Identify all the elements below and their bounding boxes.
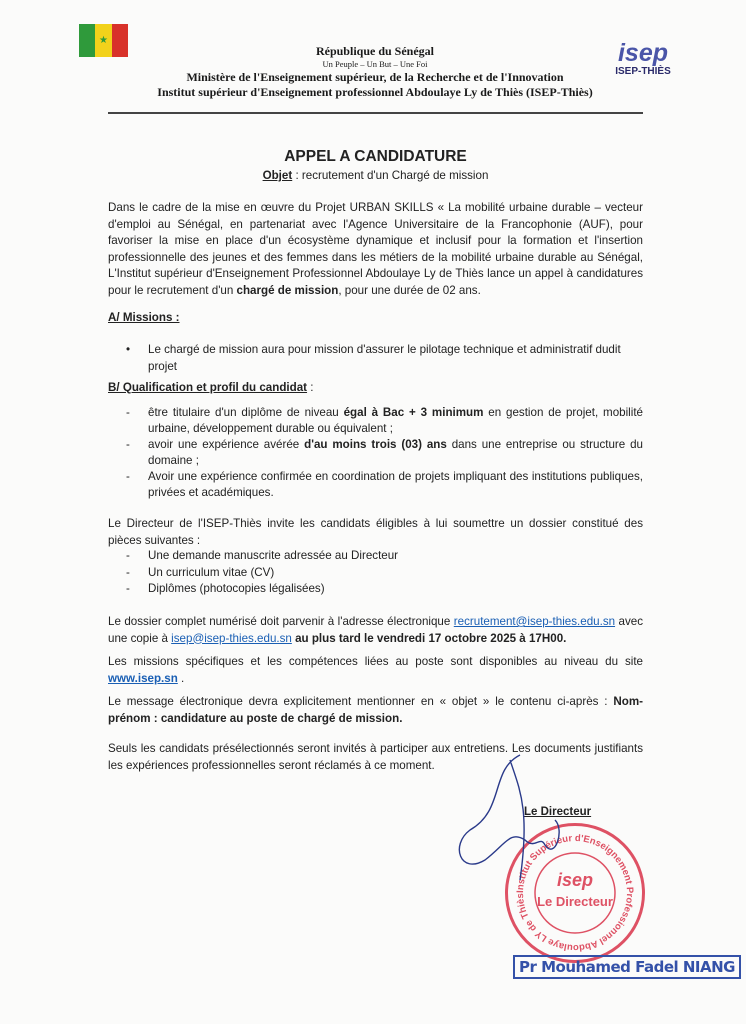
message-paragraph (108, 694, 643, 727)
dossier-list (108, 548, 643, 598)
handwritten-signature (450, 750, 590, 890)
qualification-heading-text: B/ Qualification et profil du candidat (108, 381, 308, 394)
bold-text: d'au moins trois (03) ans (304, 438, 447, 451)
intro-paragraph (108, 200, 643, 299)
header-country: République du Sénégal (315, 44, 435, 58)
logo-caption: ISEP-THIÈS (615, 66, 671, 77)
text: être titulaire d'un diplôme de niveau (148, 406, 344, 419)
isep-email-link[interactable]: isep@isep-thies.edu.sn (171, 631, 292, 645)
closing-paragraph: Seuls les candidats présélectionnés seront invités à participer aux entretiens. Les documents justifiants les expériences professionnelles seront réclamés à ce moment. (108, 742, 643, 772)
qualification-heading (108, 380, 643, 397)
stamp-ring-text: Institut Supérieur d'Enseignement Professionnel Abdoulaye LY de Thiès (514, 832, 636, 954)
signature-title: Le Directeur (524, 806, 592, 818)
text: dans une entreprise ou structure du domaine ; (148, 438, 643, 467)
text: Le message électronique devra explicitement mentionner en « objet » le contenu ci-après : (108, 695, 614, 708)
recruitment-email-link[interactable]: recrutement@isep-thies.edu.sn (453, 615, 616, 628)
list-item: • Le chargé de mission aura pour mission d'assurer le pilotage technique et administratif dudit projet (108, 342, 643, 375)
dossier-intro: Le Directeur de l'ISEP-Thiès invite les candidats éligibles à lui soumettre un dossier constitué des pièces suivantes : (108, 517, 643, 547)
logo-text: isep (617, 39, 669, 67)
star-icon: ★ (95, 24, 111, 57)
intro-bold: chargé de mission (236, 283, 339, 297)
subject-format: Nom-prénom : candidature au poste de chargé de mission. (108, 695, 643, 725)
name-stamp: Pr Mouhamed Fadel NIANG (513, 955, 741, 979)
qualification-list (108, 405, 643, 501)
senegal-flag (79, 24, 128, 57)
header-ministry: Ministère de l'Enseignement supérieur, de la Recherche et de l'Innovation (186, 70, 564, 84)
deadline: au plus tard le vendredi 17 octobre 2025 à 17H00. (291, 631, 567, 645)
list-item: - Une demande manuscrite adressée au Directeur (108, 548, 643, 565)
text: Le dossier complet numérisé doit parvenir à l'adresse électronique (108, 615, 454, 628)
header-institute: Institut supérieur d'Enseignement professionnel Abdoulaye Ly de Thiès (ISEP-Thiès) (157, 85, 593, 99)
text: avec une copie à (108, 615, 643, 645)
isep-logo (608, 40, 678, 77)
page-title: APPEL A CANDIDATURE (284, 148, 467, 165)
text: . (177, 671, 185, 685)
intro-text: Dans le cadre de la mise en œuvre du Projet URBAN SKILLS « La mobilité urbaine durable – vecteur d'emploi au Sénégal, en partenariat avec l'Agence Universitaire de la Francophonie (AUF), pour favoriser la mise en place d'un écosystème dynamique et inclusif pour la formation et l'insertion professionnelle des jeunes et des femmes dans les métiers de la mobilité urbaine durable au Sénégal, L'Institut supérieur d'Enseignement Professionnel Abdoulaye Ly de Thiès lance un appel à candidatures pour le recrutement d'un (108, 201, 643, 297)
missions-heading: A/ Missions : (108, 311, 180, 324)
list-item: - Un curriculum vitae (CV) (108, 565, 643, 582)
subject-line (108, 169, 643, 182)
header-motto: Un Peuple – Un But – Une Foi (322, 59, 428, 69)
intro-end: , pour une durée de 02 ans. (338, 283, 481, 297)
text: avoir une expérience avérée (148, 438, 305, 451)
list-item (108, 405, 643, 437)
missions-list (108, 342, 643, 375)
text: Avoir une expérience confirmée en coordination de projets impliquant des institutions publiques, privées et académiques. (148, 470, 643, 499)
list-item (108, 469, 643, 501)
header-divider (108, 112, 643, 114)
bold-text: égal à Bac + 3 minimum (343, 406, 484, 419)
list-item (108, 437, 643, 469)
list-item: - Diplômes (photocopies légalisées) (108, 581, 643, 598)
submission-paragraph (108, 614, 643, 647)
website-paragraph (108, 654, 643, 687)
website-link[interactable]: www.isep.sn (108, 671, 178, 685)
subject-label: Objet (262, 169, 293, 182)
text: en gestion de projet, mobilité urbaine, développement durable ou équivalent ; (148, 406, 643, 435)
stamp-center: Le Directeur (537, 894, 613, 909)
subject-text: : recrutement d'un Chargé de mission (292, 169, 489, 182)
colon: : (307, 381, 314, 394)
stamp-logo: isep (556, 870, 594, 890)
text: Les missions spécifiques et les compétences liées au poste sont disponibles au niveau du site (108, 655, 643, 668)
